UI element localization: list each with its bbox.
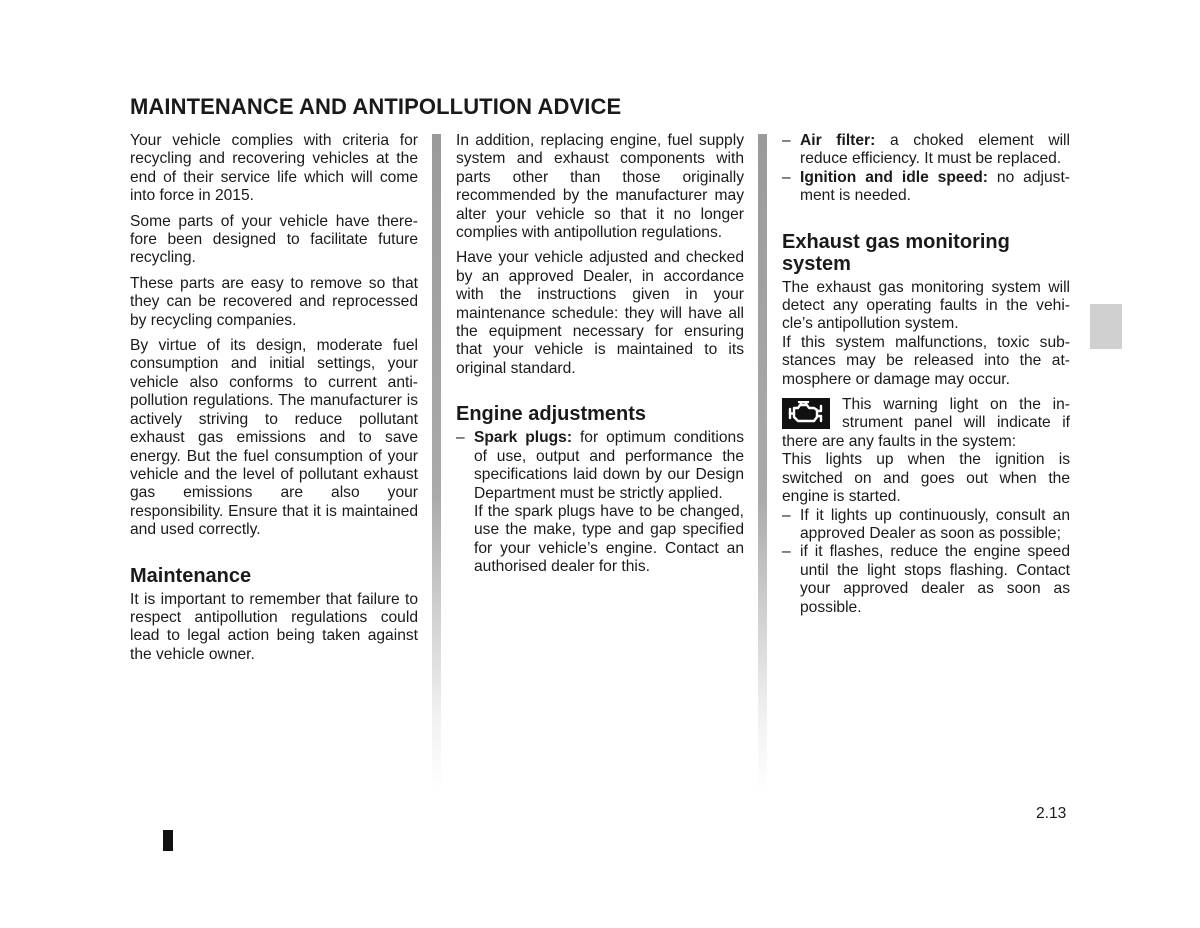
- page-title: MAINTENANCE AND ANTIPOLLUTION ADVICE: [130, 94, 622, 119]
- replacement-parts-paragraph: In addition, replacing engine, fuel supply system and exhaust components with parts other than those originally recommended by the manufacturer may alter your vehicle so that it no longer complies with antipollution regulations.: [456, 132, 744, 242]
- spark-plugs-label: Spark plugs:: [474, 429, 573, 447]
- dealer-check-paragraph: Have your vehicle adjusted and checked by an approved Dealer, in accordance with the instructions given in your maintenance schedule: they will have all the equipment necessary for ensuring that your vehicle is maintained to its original standard.: [456, 249, 744, 377]
- air-filter-text: a choked element will reduce efficiency. It must be replaced.: [800, 132, 1070, 168]
- dash-bullet: –: [782, 506, 791, 524]
- ignition-item: [782, 169, 1070, 206]
- easy-remove-paragraph: These parts are easy to remove so that they can be recovered and reprocessed by recycling companies.: [130, 274, 418, 329]
- antipollution-paragraph: By virtue of its design, moderate fuel consumption and initial settings, your vehicle also conforms to current antipollution regulations. The manufacturer is actively striving to reduce pollutant exhaust gas emissions and to save energy. But the fuel consumption of your vehicle and the level of pollutant exhaust gas emissions are also your responsibility. Ensure that it is maintained and used correctly.: [130, 337, 418, 539]
- lights-up-paragraph: This lights up when the ignition is switched on and goes out when the engine is started.: [782, 451, 1070, 506]
- engine-adjustments-heading: Engine adjustments: [456, 403, 647, 426]
- dash-bullet: –: [782, 168, 791, 186]
- flashing-light-item: [782, 543, 1070, 617]
- print-corner-mark: [163, 830, 173, 851]
- recycling-paragraph: Your vehicle complies with criteria for recycling and recovering vehicles at the end of their service life which will come into force in 2015.: [130, 132, 418, 205]
- continuous-light-item: [782, 507, 1070, 544]
- ignition-label: Ignition and idle speed:: [800, 168, 988, 186]
- air-filter-label: Air filter:: [800, 132, 876, 149]
- maintenance-heading: Maintenance: [130, 564, 252, 587]
- engine-warning-icon: [782, 398, 830, 429]
- column-1: [130, 132, 418, 664]
- designed-parts-paragraph: Some parts of your vehicle have therefore been designed to facilitate future recycling.: [130, 212, 418, 267]
- continuous-light-text: If it lights up continuously, consult an approved Dealer as soon as possible;: [800, 506, 1070, 542]
- dash-bullet: –: [782, 543, 791, 561]
- air-filter-item: [782, 132, 1070, 169]
- flashing-light-text: if it flashes, reduce the engine speed until the light stops flashing. Contact your approved dealer as soon as possible.: [800, 543, 1070, 616]
- column-2: [456, 132, 744, 577]
- column-divider-2: [758, 134, 767, 794]
- maintenance-paragraph: It is important to remember that failure to respect antipollution regulations could lead to legal action being taken against the vehicle owner.: [130, 590, 418, 663]
- ignition-text: no adjustment is needed.: [800, 168, 1070, 205]
- page-number: 2.13: [1036, 805, 1067, 822]
- spark-plugs-item: [456, 429, 744, 503]
- dash-bullet: –: [782, 132, 791, 149]
- dash-bullet: –: [456, 429, 465, 447]
- column-3: [782, 132, 1070, 617]
- column-divider-1: [432, 134, 441, 794]
- spark-plugs-text: for optimum conditions of use, output and performance the specifications laid down by our Design Department must be strictly applied.: [474, 429, 744, 502]
- exhaust-malfunction-paragraph: If this system malfunctions, toxic substances may be released into the atmosphere or damage may occur.: [782, 333, 1070, 388]
- warning-light-block: [782, 396, 1070, 451]
- section-side-tab: [1090, 304, 1122, 349]
- spark-plugs-note: If the spark plugs have to be changed, use the make, type and gap specified for your vehicle’s engine. Contact an authorised dealer for this.: [474, 502, 744, 576]
- exhaust-detect-paragraph: The exhaust gas monitoring system will detect any operating faults in the vehicle’s antipollution system.: [782, 278, 1070, 333]
- exhaust-monitoring-heading: Exhaust gas monitoring system: [782, 230, 1010, 275]
- warning-light-text: This warning light on the instrument panel will indicate if there are any faults in the system:: [782, 396, 1070, 450]
